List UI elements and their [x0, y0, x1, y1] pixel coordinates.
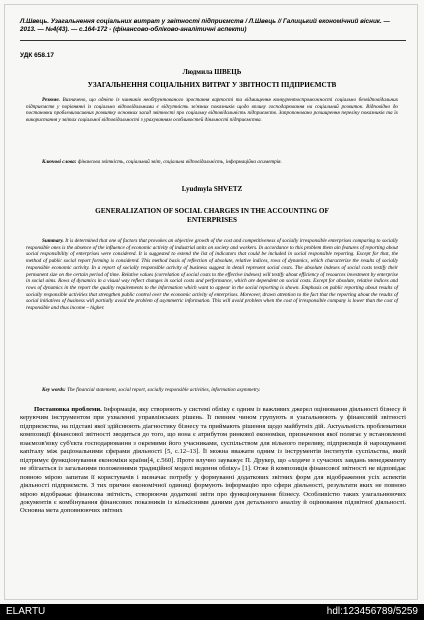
journal-citation-header: Л.Швець. Узагальнення соціальних витрат у звітності підприємств / Л.Швець // Галицький економічний вісник. — 2013. — №4(43). — с.164-172 - (фінансово-обліково-аналітичні аспекти)	[20, 18, 390, 33]
keywords-ua-label: Ключові слова:	[42, 159, 77, 165]
summary-en-label: Summary.	[42, 238, 64, 244]
author-ua: Людмила ШВЕЦЬ	[182, 68, 242, 76]
title-ua: УЗАГАЛЬНЕННЯ СОЦІАЛЬНИХ ВИТРАТ У ЗВІТНОСТІ ПІДПРИЄМСТВ	[87, 81, 337, 89]
udk-code: УДК 658.17	[20, 52, 54, 59]
keywords-ua	[26, 159, 398, 166]
repository-footer-bar	[0, 604, 424, 620]
summary-en	[26, 238, 398, 312]
abstract-ua	[26, 97, 398, 124]
handle-identifier: hdl:123456789/5259	[326, 606, 418, 617]
body-paragraph: Інформація, яку створюють у системі обліку є одним із важливих джерел оцінювання діяльності бізнесу й керуючим інструментом при ухваленні управлінських рішень. Її певним чином групують в узагальнюють у фінансовій звітності підприємства, на підставі якої здійснюють діагностику бізнесу та приймають рішення щодо майбутніх дій. Актуальність проблематики композиції фінансової звітності зводиться до того, що вона є атрибутом ринкової економіки, призначення якої полягає у встановленні взаємозв'язку суб'єкта господарювання з окремими його учасниками, суспільством для вільного переливу, підприємців й нарощуванні капіталу між раціональними сферами діяльності [5, с.12–13]. Її можна вважати одним із інструментів інститутів суспільства, який підтримує функціонування економіки країни[4, с.560]. Проте влучно зауважує П. Друкер, що «ходяче з сучасних завдань менеджменту не збігається із загальними положеннями традиційної моделі ведення обліку» [1]. Отже й композиція фінансової звітності не відповідає повною мірою запитам її користувачів і визначає потребу у формуванні додаткових звітних форм для відображення усіх аспектів діяльності підприємств. З тих причин економічної одиниці формують інформацію про сфери діяльності, результати яких не повною мірою відображає фінансова звітність, створюючи додаткові звіти про функціонування бізнесу. Особливістю таких узагальнюючих документів є комбінування фінансових показників із кількісними даними для детального аналізу й оцінювання підзвітної діяльності. Основна мета доповнюючих звітних	[20, 406, 406, 515]
repository-name: ELARTU	[6, 606, 46, 617]
keywords-en-text: The financial statement, social report, socially responsible activities, information asymmetry.	[67, 387, 261, 393]
summary-en-text: It is determined that one of factors that provokes an objective growth of the cost and competitiveness of socially irresponsible enterprises comparing to socially responsible ones is the absence of the influence of economic activity of industrial units on society and workers. In accordance to this problem them ain features of reporting about social responsibility of enterprises were considered. It is suggested to extend the list of indicators that could be included in social responsible reporting. Except for that, the method of public social report forming is considered. This method basis of reflection of absolute, relative indices, rows of dynamics, which characterize the results of socially responsible economic activity. In a report of socially responsible activity of business suggest in detail represent social costs. The absolute indexes of social costs testify their permanent size on the certain period of time. Relative values (correlation of social costs to the effective indexes) will testify about efficiency of resources investment by enterprise in social aims. Rows of dynamics in a visual way reflect changes in social costs and performance, which are dependent on social costs. Except for absolute, relative indices and rows of dynamics in the report the quality requirements to the information which want to appear in the social reporting is shown. Emphasis on public reporting about results of socially responsible activities that strengthen public control over the economic activity of enterprises. Moreover, drawn attention to the fact that the reporting about the results of social initiatives of business will partially avoid the problem of asymmetric information. This will avoid problem when the cost of irresponsible company is lower than the cost of responsible and thus income – higher.	[26, 238, 399, 312]
header-divider	[20, 40, 406, 41]
keywords-en	[26, 387, 398, 394]
abstract-ua-text: Визначено, що однією із чинників необґрунтованого зростання вартості та відмищення конкурентоспроможності соціально безвідповідальних підприємств у порівнянні із соціально відповідальними є відсутність зв'язних показників щодо впливу господарювання на соціальний розвиток. Відповідно до постановки проблемизасивних розвитку основних засад звітності про соціальну відповідальність підприємств. Запропоновано розширення переліку показників та їх використання у звітах соціальної відповідальності з урахуванням особливостей діяльності підприємства.	[26, 97, 398, 124]
abstract-ua-label: Резюме.	[42, 97, 60, 103]
main-body-text	[20, 406, 406, 516]
author-en: Lyudmyla SHVETZ	[181, 185, 243, 193]
title-en-line1: GENERALIZATION OF SOCIAL CHARGES IN THE ACCOUNTING OF	[95, 207, 329, 215]
keywords-ua-text: фінансова звітність, соціальний звіт, соціальна відповідальність, інформаційна асиметрія.	[77, 159, 282, 165]
section-heading: Постановка проблеми.	[34, 406, 102, 413]
keywords-en-label: Key words:	[42, 387, 66, 393]
title-en-line2: ENTERPRISES	[187, 216, 237, 224]
title-en	[40, 207, 384, 225]
